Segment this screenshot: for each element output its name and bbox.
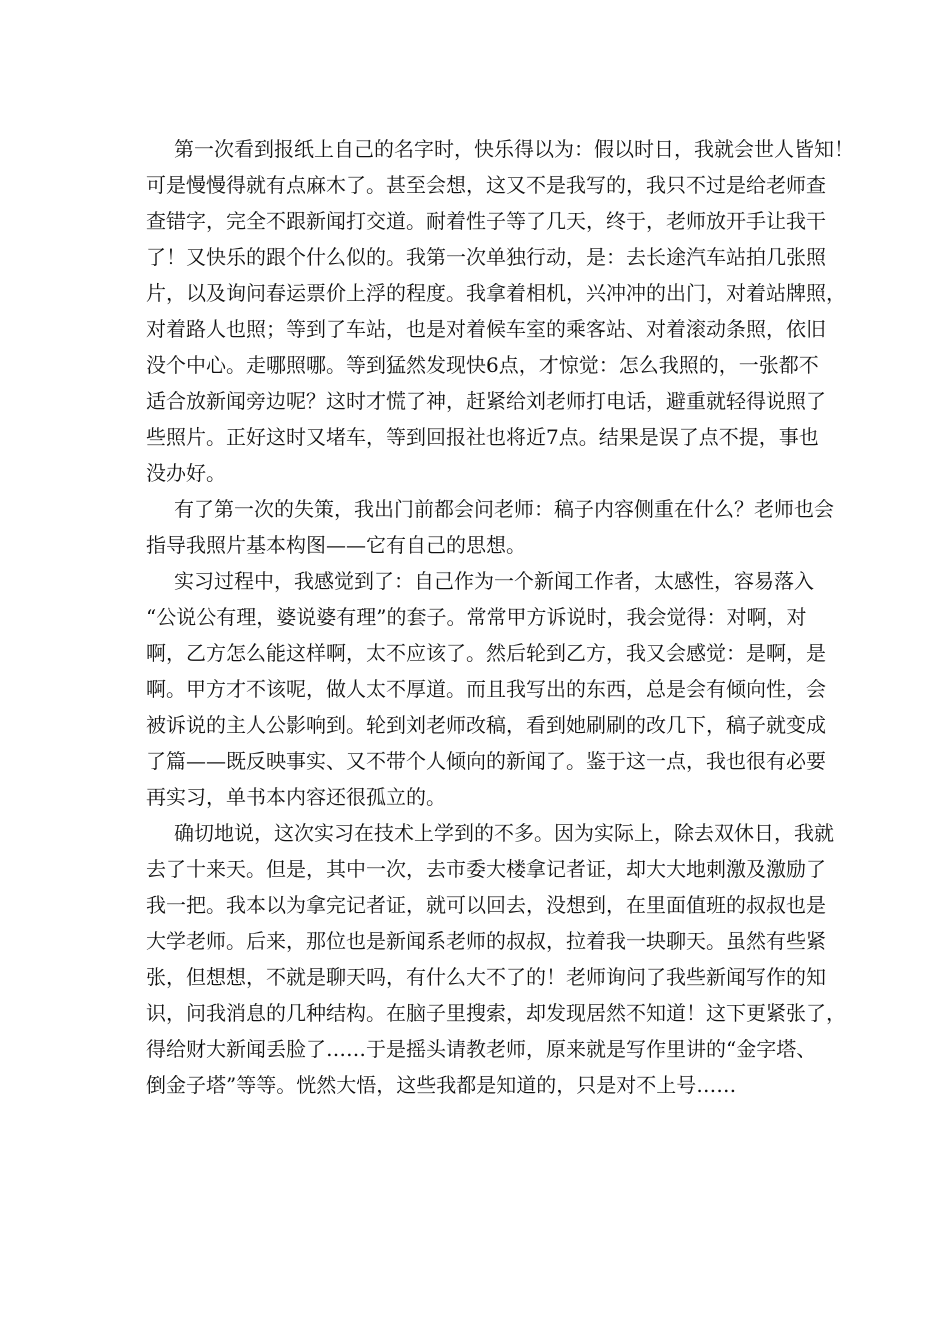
text-line: 啊，乙方怎么能这样啊，太不应该了。然后轮到乙方，我又会感觉：是啊，是 bbox=[146, 641, 826, 665]
text-line: 查错字，完全不跟新闻打交道。耐着性子等了几天，终于，老师放开手让我干 bbox=[146, 209, 826, 233]
text-line: 没个中心。走哪照哪。等到猛然发现快6点，才惊觉：怎么我照的，一张都不 bbox=[146, 353, 819, 377]
text-line: 适合放新闻旁边呢？这时才慌了神，赶紧给刘老师打电话，避重就轻得说照了 bbox=[146, 389, 826, 413]
text-line: 识，问我消息的几种结构。在脑子里搜索，却发现居然不知道！这下更紧张了， bbox=[146, 1001, 846, 1025]
text-line: 指导我照片基本构图——它有自己的思想。 bbox=[146, 533, 526, 557]
text-line: 得给财大新闻丢脸了……于是摇头请教老师，原来就是写作里讲的“金字塔、 bbox=[146, 1037, 817, 1061]
text-line: 些照片。正好这时又堵车，等到回报社也将近7点。结果是误了点不提，事也 bbox=[146, 425, 819, 449]
text-line: 倒金子塔”等等。恍然大悟，这些我都是知道的，只是对不上号…… bbox=[146, 1073, 737, 1097]
text-line: 张，但想想，不就是聊天吗，有什么大不了的！老师询问了我些新闻写作的知 bbox=[146, 965, 826, 989]
text-line: “公说公有理，婆说婆有理”的套子。常常甲方诉说时，我会觉得：对啊，对 bbox=[146, 605, 807, 629]
text-line: 大学老师。后来，那位也是新闻系老师的叔叔，拉着我一块聊天。虽然有些紧 bbox=[146, 929, 826, 953]
text-line: 我一把。我本以为拿完记者证，就可以回去，没想到，在里面值班的叔叔也是 bbox=[146, 893, 826, 917]
text-line: 实习过程中，我感觉到了：自己作为一个新闻工作者，太感性，容易落入 bbox=[174, 569, 814, 593]
text-line: 没办好。 bbox=[146, 461, 226, 485]
text-line: 可是慢慢得就有点麻木了。甚至会想，这又不是我写的，我只不过是给老师查 bbox=[146, 173, 826, 197]
text-line: 第一次看到报纸上自己的名字时，快乐得以为：假以时日，我就会世人皆知！ bbox=[174, 137, 854, 161]
text-line: 片，以及询问春运票价上浮的程度。我拿着相机，兴冲冲的出门，对着站牌照， bbox=[146, 281, 846, 305]
text-line: 了！又快乐的跟个什么似的。我第一次单独行动，是：去长途汽车站拍几张照 bbox=[146, 245, 826, 269]
text-line: 被诉说的主人公影响到。轮到刘老师改稿，看到她刷刷的改几下，稿子就变成 bbox=[146, 713, 826, 737]
text-line: 再实习，单书本内容还很孤立的。 bbox=[146, 785, 446, 809]
text-line: 有了第一次的失策，我出门前都会问老师：稿子内容侧重在什么？老师也会 bbox=[174, 497, 834, 521]
text-line: 确切地说，这次实习在技术上学到的不多。因为实际上，除去双休日，我就 bbox=[174, 821, 834, 845]
text-line: 去了十来天。但是，其中一次，去市委大楼拿记者证，却大大地刺激及激励了 bbox=[146, 857, 826, 881]
text-line: 了篇——既反映事实、又不带个人倾向的新闻了。鉴于这一点，我也很有必要 bbox=[146, 749, 826, 773]
text-line: 啊。甲方才不该呢，做人太不厚道。而且我写出的东西，总是会有倾向性，会 bbox=[146, 677, 826, 701]
text-line: 对着路人也照；等到了车站，也是对着候车室的乘客站、对着滚动条照，依旧 bbox=[146, 317, 826, 341]
